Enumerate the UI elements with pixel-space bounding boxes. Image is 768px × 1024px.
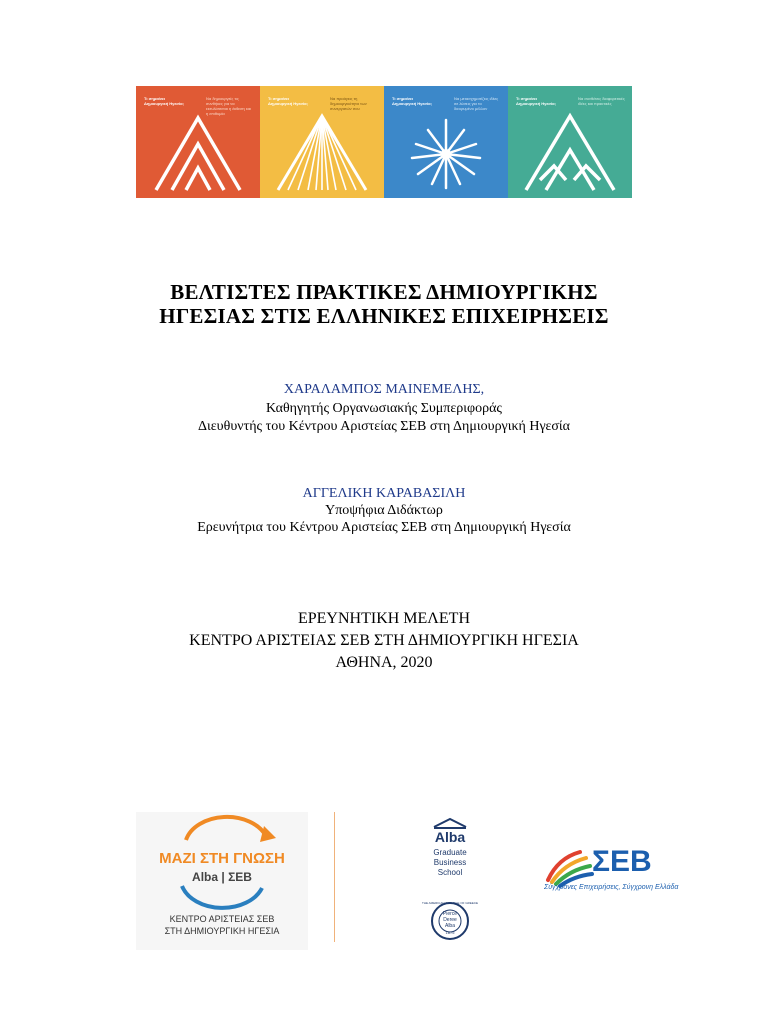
alba-line-3: School: [437, 868, 463, 877]
seal-inner-2: Deree: [443, 917, 457, 923]
author-affiliation: Διευθυντής του Κέντρου Αριστείας ΣΕΒ στη Δημιουργική Ηγεσία: [198, 419, 570, 434]
seb-tagline: Σύγχρονες Επιχειρήσεις, Σύγχρονη Ελλάδα: [544, 884, 679, 891]
panel-caption-right: Να μετασχηματίζεις ιδέες σε λύσεις για το διευρυμένο μέλλον: [454, 96, 499, 111]
panel-caption-right: Να προάγεις τη δημιουργικότητα των συνεργατών σου: [330, 96, 367, 111]
logo-divider: [334, 812, 335, 942]
panel-caption-right: Να δημιουργείς τις συνθήκες για να εκτυλίσσεται η έκθεση και η επιθυμία: [206, 96, 252, 116]
banner-panel-4: [508, 86, 632, 198]
mazi-title: ΜΑΖΙ ΣΤΗ ΓΝΩΣΗ: [159, 850, 285, 867]
seal-year: 1875: [445, 930, 455, 935]
alba-logo: [410, 815, 490, 945]
mazi-subtitle: Alba | ΣΕΒ: [192, 870, 252, 884]
document-title-line-1: ΒΕΛΤΙΣΤΕΣ ΠΡΑΚΤΙΚΕΣ ΔΗΜΙΟΥΡΓΙΚΗΣ: [170, 280, 598, 304]
seal-inner-1: Pierce: [442, 911, 458, 917]
seal-inner-3: Alba: [444, 923, 455, 929]
panel-caption-left: Τι σημαίνει Δημιουργική Ηγεσία;: [516, 96, 556, 106]
author-role: Υποψήφια Διδάκτωρ: [325, 503, 443, 518]
author-name: ΧΑΡΑΛΑΜΠΟΣ ΜΑΙΝΕΜΕΛΗΣ,: [283, 382, 485, 397]
panel-caption-right: Να συνθέτεις διαφορετικές ιδέες και πρακτικές: [578, 96, 625, 106]
mazi-caption-1: ΚΕΝΤΡΟ ΑΡΙΣΤΕΙΑΣ ΣΕΒ: [169, 914, 275, 924]
seb-name: ΣΕΒ: [592, 845, 652, 878]
banner-panel-2: [260, 86, 384, 198]
panel-caption-left: Τι σημαίνει Δημιουργική Ηγεσία;: [268, 96, 308, 106]
cover-banner: [136, 86, 632, 198]
study-type: ΕΡΕΥΝΗΤΙΚΗ ΜΕΛΕΤΗ: [297, 610, 471, 627]
mazi-sti-gnosi-logo: [136, 812, 308, 950]
banner-panel-1: [136, 86, 260, 198]
alba-line-2: Business: [433, 858, 467, 867]
document-title-line-2: ΗΓΕΣΙΑΣ ΣΤΙΣ ΕΛΛΗΝΙΚΕΣ ΕΠΙΧΕΙΡΗΣΕΙΣ: [159, 304, 609, 328]
radiating-peak-icon: [260, 86, 384, 198]
study-center: ΚΕΝΤΡΟ ΑΡΙΣΤΕΙΑΣ ΣΕΒ ΣΤΗ ΔΗΜΙΟΥΡΓΙΚΗ ΗΓΕΣΙΑ: [189, 632, 579, 649]
banner-panel-3: [384, 86, 508, 198]
triple-peak-icon: [136, 86, 260, 198]
author-name: ΑΓΓΕΛΙΚΗ ΚΑΡΑΒΑΣΙΛΗ: [302, 486, 466, 501]
panel-caption-left: Τι σημαίνει Δημιουργική Ηγεσία;: [144, 96, 184, 106]
study-place-year: ΑΘΗΝΑ, 2020: [335, 654, 433, 671]
alba-line-1: Graduate: [433, 848, 467, 857]
seb-logo: [540, 840, 700, 900]
nested-peak-icon: [508, 86, 632, 198]
author-role: Καθηγητής Οργανωσιακής Συμπεριφοράς: [266, 401, 502, 416]
panel-caption-left: Τι σημαίνει Δημιουργική Ηγεσία;: [392, 96, 432, 106]
seal-ring-text: THE AMERICAN COLLEGE OF GREECE: [421, 901, 478, 905]
alba-name: Alba: [434, 829, 466, 845]
starburst-icon: [384, 86, 508, 198]
author-affiliation: Ερευνήτρια του Κέντρου Αριστείας ΣΕΒ στη Δημιουργική Ηγεσία: [197, 520, 571, 535]
mazi-caption-2: ΣΤΗ ΔΗΜΙΟΥΡΓΙΚΗ ΗΓΕΣΙΑ: [164, 926, 280, 936]
